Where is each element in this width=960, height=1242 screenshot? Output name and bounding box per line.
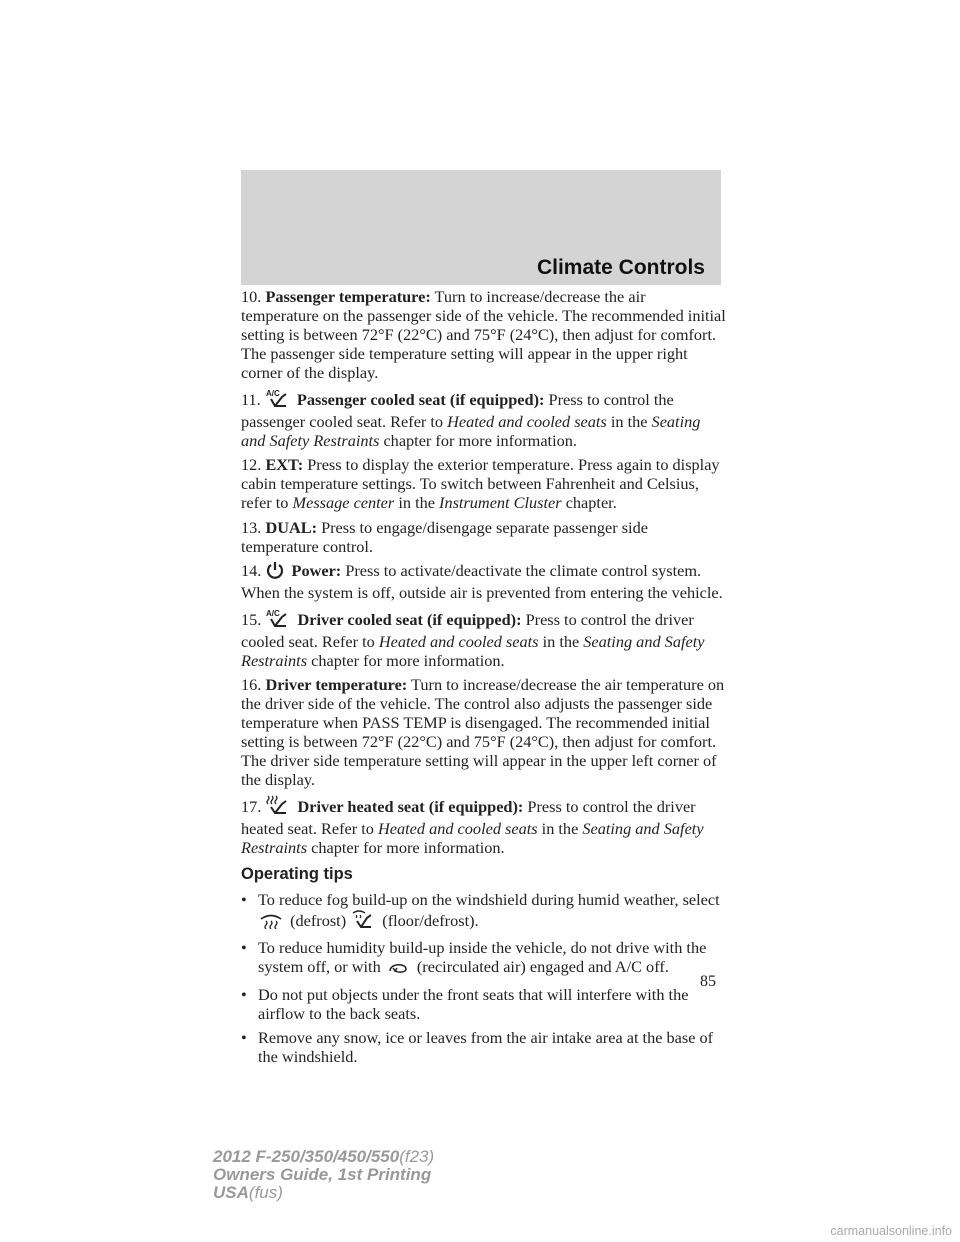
svg-text:A/C: A/C <box>265 388 280 398</box>
section-title: Climate Controls <box>536 256 705 279</box>
footer-line-3: USA(fus) <box>213 1183 283 1202</box>
item-11-title: Passenger cooled seat (if equipped): <box>296 389 545 409</box>
footer-line-2: Owners Guide, 1st Printing <box>213 1165 432 1184</box>
defrost-icon <box>259 911 283 933</box>
item-14-title: Power: <box>291 561 342 580</box>
section-header <box>241 170 721 285</box>
footer <box>213 1148 434 1202</box>
item-12-title: EXT: <box>265 455 304 474</box>
tip-2: • To reduce humidity build-up inside the vehicle, do not drive with the system off, or with (recirculated air) engaged and A/C off. <box>241 938 726 979</box>
item-15: 15. A/C Driver cooled seat (if equipped): Press to control the driver cooled seat. Refer to Heated and cooled seats in the Seating and Safety Restraints chapter for more information. <box>241 608 705 670</box>
item-11: 11. A/C Passenger cooled seat (if equipped): Press to control the passenger cooled seat. Refer to Heated and cooled seats in the Seating and Safety Restraints chapter for more information. <box>241 388 701 450</box>
page-content <box>241 287 726 1072</box>
item-10-title: Passenger temperature: <box>265 287 431 306</box>
item-10: 10. Passenger temperature: Turn to increase/decrease the air temperature on the passenger side of the vehicle. The recommended initial setting is between 72°F (22°C) and 75°F (24°C), then adjust for comfort. The passenger side temperature setting will appear in the upper right corner of the display. <box>241 287 726 382</box>
floor-defrost-icon <box>351 909 375 933</box>
power-icon <box>266 561 284 583</box>
page-number: 85 <box>700 973 716 990</box>
operating-tips-heading: Operating tips <box>241 864 353 883</box>
item-13-title: DUAL: <box>265 517 317 537</box>
recirculated-air-icon <box>386 960 410 979</box>
item-16: 16. Driver temperature: Turn to increase/decrease the air temperature on the driver side of the vehicle. The control also adjusts the passenger side temperature when PASS TEMP is disengaged. The recommended initial setting is between 72°F (22°C) and 75°F (24°C), then adjust for comfort. The driver side temperature setting will appear in the upper left corner of the display. <box>241 675 725 789</box>
item-13: 13. DUAL: Press to engage/disengage separate passenger side temperature control. <box>241 517 648 556</box>
item-16-title: Driver temperature: <box>265 675 408 694</box>
tip-3: • Do not put objects under the front seats that will interfere with the airflow to the back seats. <box>241 985 726 1023</box>
item-15-title: Driver cooled seat (if equipped): <box>297 609 522 629</box>
item-14: 14. Power: Press to activate/deactivate the climate control system. When the system is off, outside air is prevented from entering the vehicle. <box>241 561 723 602</box>
item-12: 12. EXT: Press to display the exterior temperature. Press again to display cabin temperature settings. To switch between Fahrenheit and Celsius, refer to Message center in the Instrument Cluster chapter. <box>241 455 720 512</box>
watermark: carmanualsonline.info <box>830 1224 952 1238</box>
footer-line-1: 2012 F-250/350/450/550(f23) <box>213 1147 435 1166</box>
tips-list <box>241 890 726 1067</box>
svg-text:A/C: A/C <box>266 608 281 618</box>
item-17: 17. Driver heated seat (if equipped): Press to control the driver heated seat. Refer to Heated and cooled seats in the Seating and Safety Restraints chapter for more information. <box>241 796 704 857</box>
tip-1: • To reduce fog build-up on the windshield during humid weather, select (defrost) (floor/defrost). <box>241 890 726 933</box>
ac-seat-icon <box>266 608 290 632</box>
tip-4: • Remove any snow, ice or leaves from the air intake area at the base of the windshield. <box>241 1028 726 1066</box>
ac-seat-icon <box>266 388 290 412</box>
heated-seat-icon <box>266 795 290 819</box>
item-17-title: Driver heated seat (if equipped): <box>297 796 524 816</box>
